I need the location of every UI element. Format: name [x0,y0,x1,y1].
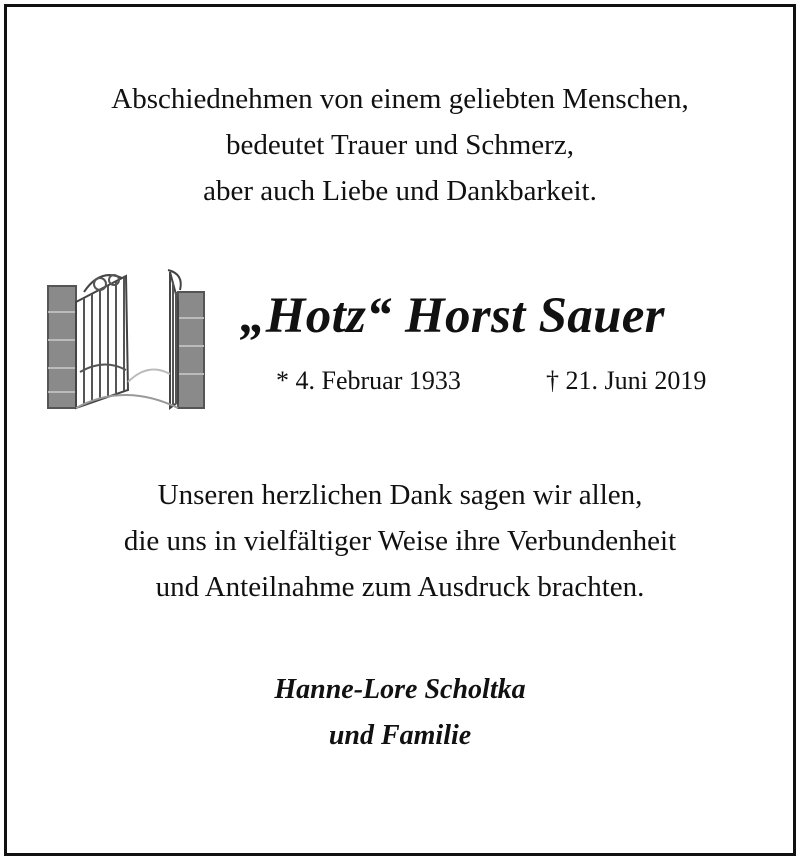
intro-line-1: Abschiednehmen von einem geliebten Menschen, [111,83,689,115]
intro-line-3: aber auch Liebe und Dankbarkeit. [203,175,597,207]
signature-line-1: Hanne-Lore Scholtka [274,674,526,705]
signature-line-2: und Familie [328,720,472,751]
deceased-name: „Hotz“ Horst Sauer [240,288,665,344]
thanks-line-2: die uns in vielfältiger Weise ihre Verbundenheit [123,525,677,557]
thanks-line-1: Unseren herzlichen Dank sagen wir allen, [157,479,643,511]
death-date: † 21. Juni 2019 [546,366,707,395]
birth-date: * 4. Februar 1933 [276,366,461,395]
intro-line-2: bedeutet Trauer und Schmerz, [226,129,574,161]
thanks-line-3: und Anteilnahme zum Ausdruck brachten. [155,571,645,603]
open-cemetery-gate-icon [44,262,208,414]
